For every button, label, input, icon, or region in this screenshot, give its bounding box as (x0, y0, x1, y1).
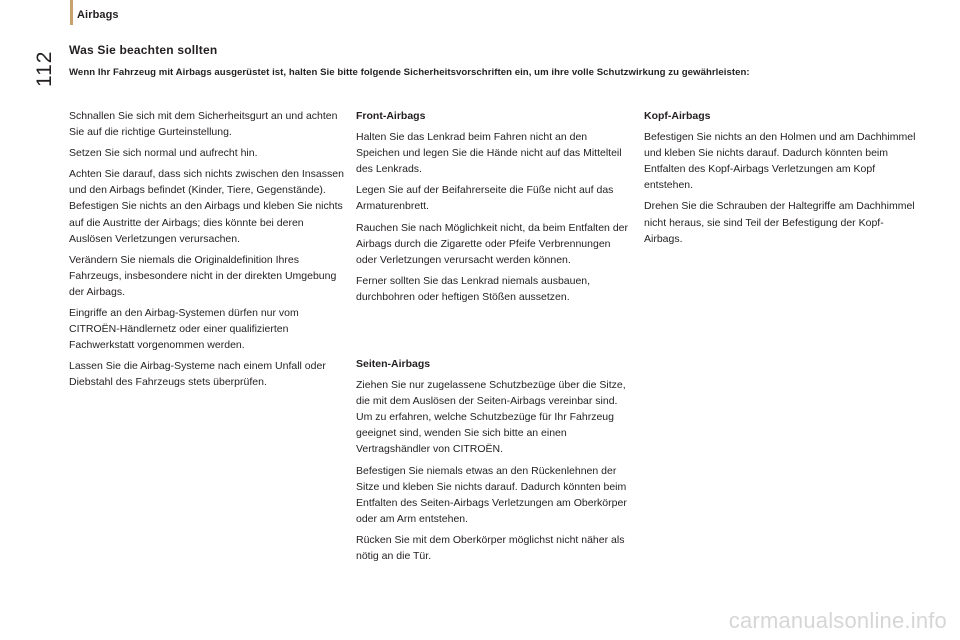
paragraph: Achten Sie darauf, dass sich nichts zwischen den Insassen und den Airbags befindet (Kinder, Tiere, Gegenstände). Befestigen Sie nichts an den Airbags und kleben Sie nichts auf die Austritte der Airbags; dies könnte bei deren Auslösen Verletzungen verursachen. (69, 168, 344, 245)
head-airbags-heading: Kopf-Airbags (644, 110, 711, 122)
section-accent-bar (70, 0, 73, 25)
paragraph: Lassen Sie die Airbag-Systeme nach einem Unfall oder Diebstahl des Fahrzeugs stets überprüfen. (69, 360, 326, 389)
paragraph: Schnallen Sie sich mit dem Sicherheitsgurt an und achten Sie auf die richtige Gurteinstellung. (69, 110, 338, 139)
front-airbags-heading: Front-Airbags (356, 110, 426, 122)
side-airbags-heading: Seiten-Airbags (356, 358, 431, 370)
paragraph: Drehen Sie die Schrauben der Haltegriffe am Dachhimmel nicht heraus, sie sind Teil der Befestigung der Kopf-Airbags. (644, 200, 915, 245)
intro-text: Wenn Ihr Fahrzeug mit Airbags ausgerüstet ist, halten Sie bitte folgende Sicherheitsvorschriften ein, um ihre volle Schutzwirkung zu gewährleisten: (69, 67, 750, 78)
paragraph: Ferner sollten Sie das Lenkrad niemals ausbauen, durchbohren oder heftigen Stößen aussetzen. (356, 274, 591, 303)
column-front-side-airbags (356, 108, 632, 563)
page-number: 112 (33, 50, 56, 87)
column-general-rules (69, 108, 344, 396)
paragraph: Ziehen Sie nur zugelassene Schutzbezüge über die Sitze, die mit dem Auslösen der Seiten-Airbags vereinbar sind. Um zu erfahren, welche Schutzbezüge für Ihr Fahrzeug geeignet sind, wenden Sie sich bitte an einen Vertragshändler von CITROËN. (356, 379, 626, 456)
paragraph: Halten Sie das Lenkrad beim Fahren nicht an den Speichen und legen Sie die Hände nicht auf das Mittelteil des Lenkrads. (356, 131, 622, 176)
section-label: Airbags (77, 9, 119, 21)
page-title: Was Sie beachten sollten (69, 43, 218, 57)
watermark: carmanualsonline.info (728, 608, 947, 633)
paragraph: Eingriffe an den Airbag-Systemen dürfen nur vom CITROËN-Händlernetz oder einer qualifizierten Fachwerkstatt vorgenommen werden. (69, 307, 299, 352)
front-airbags-section (356, 108, 632, 305)
paragraph: Verändern Sie niemals die Originaldefinition Ihres Fahrzeugs, insbesondere nicht in der direkten Umgebung der Airbags. (69, 253, 337, 298)
paragraph: Rauchen Sie nach Möglichkeit nicht, da beim Entfalten der Airbags durch die Zigarette oder Pfeife Verbrennungen oder Verletzungen verursacht werden können. (356, 221, 628, 266)
paragraph: Befestigen Sie niemals etwas an den Rückenlehnen der Sitze und kleben Sie nichts darauf. Dadurch könnten beim Entfalten des Seiten-Airbags Verletzungen am Oberkörper oder am Arm entstehen. (356, 464, 627, 525)
paragraph: Legen Sie auf der Beifahrerseite die Füße nicht auf das Armaturenbrett. (356, 184, 614, 213)
paragraph: Setzen Sie sich normal und aufrecht hin. (69, 147, 258, 160)
column-head-airbags (644, 108, 920, 252)
side-airbags-section (356, 356, 632, 569)
paragraph: Rücken Sie mit dem Oberkörper möglichst nicht näher als nötig an die Tür. (356, 533, 625, 563)
paragraph: Befestigen Sie nichts an den Holmen und am Dachhimmel und kleben Sie nichts darauf. Dadurch könnten beim Entfalten des Kopf-Airbags Verletzungen am Kopf entstehen. (644, 131, 916, 192)
